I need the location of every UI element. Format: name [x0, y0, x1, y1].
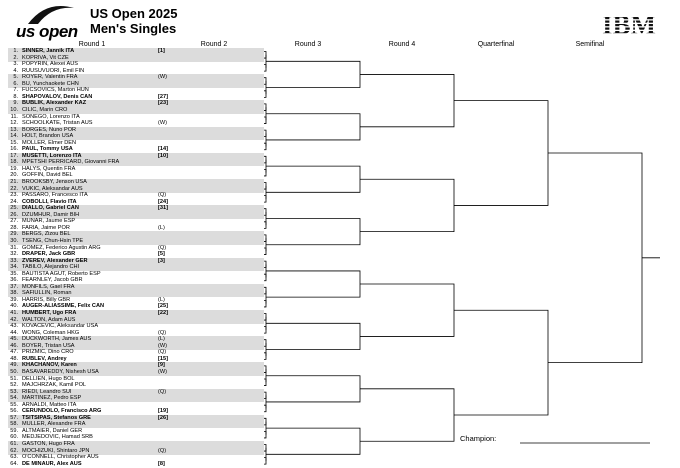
player-seed: (W): [158, 368, 168, 375]
player-name: BAUTISTA AGUT, Roberto ESP: [22, 270, 101, 277]
player-name: BOYER, Tristan USA: [22, 342, 75, 349]
player-name: ALTMAIER, Daniel GER: [22, 427, 83, 434]
player-seed: [24]: [158, 198, 168, 205]
bracket-connector: [266, 323, 360, 349]
seed-position: 21.: [10, 179, 18, 185]
player-name: MARTINEZ, Pedro ESP: [22, 395, 82, 402]
player-name: MOLLER, Elmer DEN: [22, 139, 77, 146]
seed-position: 61.: [10, 441, 18, 447]
player-name: ZVEREV, Alexander GER: [22, 257, 88, 264]
player-seed: [25]: [158, 303, 168, 310]
seed-position: 7.: [13, 87, 18, 94]
seed-position: 55.: [10, 401, 18, 408]
player-seed: [5]: [158, 251, 165, 258]
player-name: BROOKSBY, Jenson USA: [22, 179, 87, 185]
bracket-connector: [360, 74, 454, 126]
seed-position: 23.: [10, 192, 18, 199]
seed-position: 11.: [10, 113, 18, 120]
player-seed: [23]: [158, 100, 168, 107]
player-name: FEARNLEY, Jacob GBR: [22, 277, 83, 284]
seed-position: 58.: [10, 421, 18, 428]
seed-position: 17.: [10, 152, 18, 159]
player-seed: (Q): [158, 329, 167, 336]
seed-position: 1.: [13, 48, 18, 54]
seed-position: 3.: [13, 61, 18, 68]
seed-position: 25.: [10, 205, 18, 212]
player-name: RUUSUVUORI, Emil FIN: [22, 67, 85, 74]
player-seed: [26]: [158, 414, 168, 421]
player-name: MONFILS, Gael FRA: [22, 283, 75, 290]
player-name: BASAVAREDDY, Nishesh USA: [22, 368, 99, 375]
seed-position: 34.: [10, 264, 18, 271]
seed-position: 2.: [13, 54, 18, 61]
seed-position: 8.: [13, 93, 18, 100]
player-name: SINNER, Jannik ITA: [22, 48, 75, 54]
player-name: DIALLO, Gabriel CAN: [22, 205, 79, 212]
player-name: FUCSOVICS, Marton HUN: [22, 87, 89, 94]
player-name: ROYER, Valentin FRA: [22, 74, 78, 81]
player-name: GASTON, Hugo FRA: [22, 441, 75, 447]
player-name: DE MINAUR, Alex AUS: [22, 460, 82, 467]
player-name: WONG, Coleman HKG: [22, 329, 80, 336]
player-name: MPETSHI PERRICARD, Giovanni FRA: [22, 159, 120, 166]
bracket-connector: [360, 284, 454, 336]
seed-position: 59.: [10, 427, 18, 434]
seed-position: 36.: [10, 277, 18, 284]
player-name: HALYS, Quentin FRA: [22, 165, 76, 172]
player-name: WALTON, Adam AUS: [22, 316, 76, 323]
player-seed: [9]: [158, 362, 165, 369]
round-header-qf: Quarterfinal: [477, 41, 515, 48]
player-name: POPYRIN, Alexei AUS: [22, 61, 78, 68]
bracket-connector: [360, 179, 454, 231]
sponsor-text: IBM: [602, 10, 656, 38]
bracket-connector: [548, 153, 642, 363]
seed-position: 54.: [10, 395, 18, 402]
round-header-4: Round 4: [388, 41, 416, 48]
player-name: DZUMHUR, Damir BIH: [22, 211, 80, 218]
player-seed: [3]: [158, 257, 165, 264]
bracket-connector: [266, 114, 360, 140]
player-name: BERGS, Zizou BEL: [22, 231, 71, 238]
player-name: SONEGO, Lorenzo ITA: [22, 113, 80, 120]
player-name: RIEDI, Leandro SUI: [22, 388, 72, 395]
bracket-connector: [266, 219, 360, 245]
seed-position: 35.: [10, 270, 18, 277]
player-name: TABILO, Alejandro CHI: [22, 264, 80, 271]
player-seed: (L): [158, 224, 165, 231]
player-name: DUCKWORTH, James AUS: [22, 336, 92, 343]
seed-position: 38.: [10, 290, 18, 297]
seed-position: 41.: [10, 310, 18, 316]
seed-position: 33.: [10, 257, 18, 264]
player-seed: (L): [158, 296, 165, 303]
player-seed: (W): [158, 74, 168, 81]
player-seed: (Q): [158, 447, 167, 454]
title-draw: Men's Singles: [90, 21, 177, 36]
player-name: PAUL, Tommy USA: [22, 146, 73, 153]
player-name: RUBLEV, Andrey: [22, 355, 67, 362]
player-name: DRAPER, Jack GBR: [22, 251, 76, 258]
seed-position: 43.: [10, 323, 18, 330]
seed-position: 14.: [10, 133, 18, 140]
player-seed: [22]: [158, 310, 168, 316]
seed-position: 62.: [10, 447, 18, 454]
player-name: MEDJEDOVIC, Hamad SRB: [22, 434, 93, 441]
seed-position: 46.: [10, 342, 18, 349]
player-seed: (Q): [158, 349, 167, 356]
player-seed: [15]: [158, 355, 168, 362]
seed-position: 24.: [10, 198, 18, 205]
player-seed: [19]: [158, 408, 168, 415]
seed-position: 42.: [10, 316, 18, 323]
seed-position: 48.: [10, 355, 18, 362]
seed-position: 9.: [13, 100, 18, 107]
player-seed: (L): [158, 336, 165, 343]
player-seed: (Q): [158, 192, 167, 199]
player-name: MUSETTI, Lorenzo ITA: [22, 152, 82, 159]
player-name: ARNALDI, Matteo ITA: [22, 401, 77, 408]
bracket-connector: [266, 271, 360, 297]
seed-position: 57.: [10, 414, 18, 421]
player-name: BUBLIK, Alexander KAZ: [22, 100, 87, 107]
player-name: MULLER, Alexandre FRA: [22, 421, 86, 428]
seed-position: 30.: [10, 237, 18, 244]
seed-position: 64.: [10, 460, 18, 467]
logo-wordmark: us open: [16, 22, 78, 41]
player-name: SCHOOLKATE, Tristan AUS: [22, 120, 93, 127]
player-name: AUGER-ALIASSIME, Felix CAN: [22, 303, 105, 310]
player-seed: (W): [158, 342, 168, 349]
player-name: HOLT, Brandon USA: [22, 133, 74, 140]
seed-position: 53.: [10, 388, 18, 395]
player-name: MAJCHRZAK, Kamil POL: [22, 382, 87, 389]
player-name: BORGES, Nuno POR: [22, 126, 77, 133]
seed-position: 22.: [10, 185, 18, 192]
seed-position: 28.: [10, 224, 18, 231]
player-seed: (Q): [158, 388, 167, 395]
player-name: CERUNDOLO, Francisco ARG: [22, 408, 102, 415]
seed-position: 19.: [10, 165, 18, 172]
round-header-1: Round 1: [78, 41, 106, 48]
bracket-connector: [454, 101, 548, 206]
seed-position: 18.: [10, 159, 18, 166]
player-name: GOFFIN, David BEL: [22, 172, 73, 179]
seed-position: 12.: [10, 120, 18, 127]
player-name: VUKIC, Aleksandar AUS: [22, 185, 83, 192]
bracket-connector: [266, 428, 360, 454]
player-name: PASSARO, Francesco ITA: [22, 192, 88, 199]
player-name: TSENG, Chun-Hsin TPE: [22, 237, 84, 244]
seed-position: 29.: [10, 231, 18, 238]
player-name: BU, Yunchaokete CHN: [22, 80, 79, 87]
seed-position: 6.: [13, 80, 18, 87]
seed-position: 49.: [10, 362, 18, 369]
seed-position: 50.: [10, 368, 18, 375]
champion-label: Champion:: [460, 434, 497, 443]
seed-position: 60.: [10, 434, 18, 441]
player-name: KOPRIVA, Vit CZE: [22, 54, 69, 61]
player-name: CILIC, Marin CRO: [22, 106, 68, 113]
title-event: US Open 2025: [90, 6, 178, 21]
seed-position: 56.: [10, 408, 18, 415]
seed-position: 31.: [10, 244, 18, 251]
player-seed: (Q): [158, 244, 167, 251]
player-name: MUNAR, Jaume ESP: [22, 218, 76, 225]
player-name: O'CONNELL, Christopher AUS: [22, 454, 99, 461]
player-name: COBOLLI, Flavio ITA: [22, 198, 77, 205]
player-name: PRIZMIC, Dino CRO: [22, 349, 74, 356]
round-header-2: Round 2: [200, 41, 228, 48]
bracket-connector: [266, 376, 360, 402]
seed-position: 26.: [10, 211, 18, 218]
seed-position: 51.: [10, 375, 18, 382]
player-seed: [14]: [158, 146, 168, 153]
bracket-connector: [266, 166, 360, 192]
seed-position: 47.: [10, 349, 18, 356]
player-name: MOCHIZUKI, Shintaro JPN: [22, 447, 90, 454]
seed-position: 13.: [10, 126, 18, 133]
player-name: DELLIEN, Hugo BOL: [22, 375, 75, 382]
player-name: SHAPOVALOV, Denis CAN: [22, 93, 93, 100]
player-name: KHACHANOV, Karen: [22, 362, 77, 369]
seed-position: 63.: [10, 454, 18, 461]
seed-position: 32.: [10, 251, 18, 258]
player-name: HARRIS, Billy GBR: [22, 296, 71, 303]
player-name: GOMEZ, Federico Agustin ARG: [22, 244, 101, 251]
seed-position: 37.: [10, 283, 18, 290]
player-name: TSITSIPAS, Stefanos GRE: [22, 414, 91, 421]
bracket-connector: [454, 310, 548, 415]
player-name: FARIA, Jaime POR: [22, 224, 70, 231]
player-seed: [1]: [158, 48, 165, 54]
player-seed: [27]: [158, 93, 168, 100]
round-header-sf: Semifinal: [575, 41, 605, 48]
player-seed: (W): [158, 120, 168, 127]
seed-position: 27.: [10, 218, 18, 225]
round-header-3: Round 3: [294, 41, 322, 48]
seed-position: 5.: [13, 74, 18, 81]
bracket-connector: [360, 389, 454, 441]
seed-position: 15.: [10, 139, 18, 146]
seed-position: 4.: [13, 67, 18, 74]
seed-position: 44.: [10, 329, 18, 336]
seed-position: 20.: [10, 172, 18, 179]
seed-position: 16.: [10, 146, 18, 153]
bracket-connector: [266, 61, 360, 87]
player-seed: [10]: [158, 152, 168, 159]
seed-position: 45.: [10, 336, 18, 343]
seed-position: 10.: [10, 106, 18, 113]
seed-position: 39.: [10, 296, 18, 303]
player-name: SAFIULLIN, Roman: [22, 290, 72, 297]
seed-position: 52.: [10, 382, 18, 389]
player-seed: [31]: [158, 205, 168, 212]
player-seed: [8]: [158, 460, 165, 467]
seed-position: 40.: [10, 303, 18, 310]
player-name: HUMBERT, Ugo FRA: [22, 310, 77, 316]
player-name: KOVACEVIC, Aleksandar USA: [22, 323, 99, 330]
